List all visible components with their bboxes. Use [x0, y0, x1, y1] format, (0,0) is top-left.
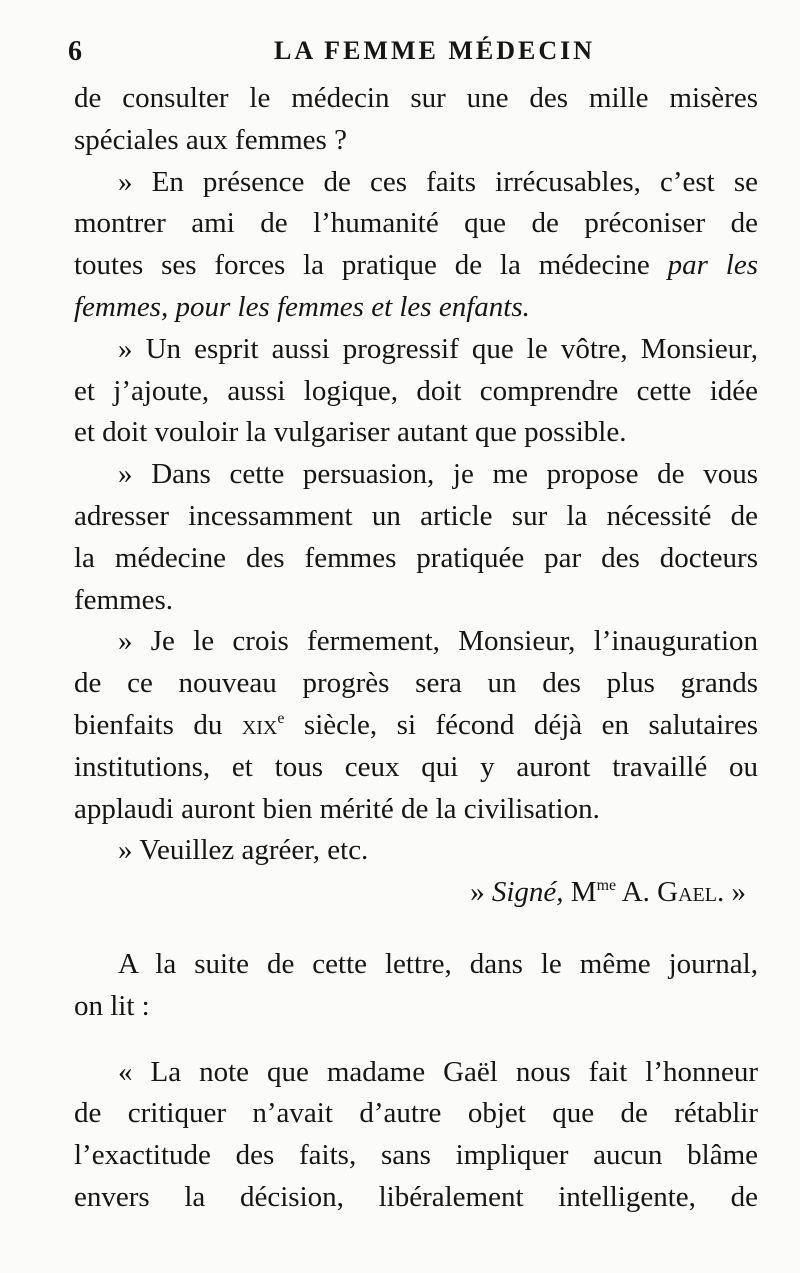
- text-segment: bienfaits du: [74, 708, 242, 741]
- text-line: l’exactitude des faits, sans impliquer aucun blâme: [74, 1139, 758, 1172]
- text-line: femmes.: [74, 583, 174, 616]
- signe-label: Signé,: [491, 876, 564, 909]
- text-line: » Dans cette persuasion, je me propose de vous: [118, 458, 758, 491]
- text-line: adresser incessamment un article sur la nécessité de: [74, 499, 758, 532]
- paragraph-gap: [74, 914, 758, 944]
- text-line: de ce nouveau progrès sera un des plus grands: [74, 667, 758, 700]
- text-line: A la suite de cette lettre, dans le même journal,: [118, 947, 758, 980]
- text-line: » En présence de ces faits irrécusables, c’est se: [118, 165, 758, 198]
- superscript: e: [277, 709, 285, 727]
- signatory-name: A. Gael.: [616, 876, 725, 909]
- text-line: de consulter le médecin sur une des mille misères: [74, 82, 758, 114]
- text-line: institutions, et tous ceux qui y auront travaillé ou: [74, 750, 758, 783]
- text-segment: M: [563, 876, 597, 909]
- text-line: » Je le crois fermement, Monsieur, l’inauguration: [118, 625, 758, 658]
- superscript: me: [596, 876, 617, 894]
- italic-segment: par les: [667, 249, 758, 282]
- text-line: [74, 705, 758, 747]
- text-line: femmes, pour les femmes et les enfants.: [74, 290, 530, 323]
- text-line: on lit :: [74, 989, 150, 1022]
- text-line: et j’ajoute, aussi logique, doit comprendre cette idée: [74, 374, 758, 407]
- signature-line: [74, 872, 758, 914]
- text-line: de critiquer n’avait d’autre objet que de rétablir: [74, 1097, 758, 1130]
- text-segment: »: [724, 876, 746, 909]
- text-line: applaudi auront bien mérité de la civilisation.: [74, 792, 600, 825]
- body-text: [74, 78, 758, 1219]
- text-line: » Veuillez agréer, etc.: [118, 834, 369, 867]
- running-title: LA FEMME MÉDECIN: [274, 36, 595, 65]
- text-line: envers la décision, libéralement intelligente, de: [74, 1180, 758, 1213]
- text-segment: »: [470, 876, 492, 909]
- text-line: » Un esprit aussi progressif que le vôtre, Monsieur,: [118, 332, 758, 365]
- text-line: montrer ami de l’humanité que de préconiser de: [74, 207, 758, 240]
- page-header: [68, 36, 760, 76]
- page-number: 6: [68, 36, 82, 67]
- text-line: spéciales aux femmes ?: [74, 123, 347, 156]
- text-segment: siècle, si fécond déjà en salutaires: [284, 708, 758, 741]
- paragraph-gap: [74, 1028, 758, 1052]
- text-segment: toutes ses forces la pratique de la médecine: [74, 249, 668, 282]
- text-line: [74, 245, 758, 287]
- century-numeral: xix: [241, 708, 278, 741]
- text-line: la médecine des femmes pratiquée par des docteurs: [74, 541, 758, 574]
- text-line: « La note que madame Gaël nous fait l’honneur: [118, 1055, 758, 1088]
- text-line: et doit vouloir la vulgariser autant que possible.: [74, 416, 627, 449]
